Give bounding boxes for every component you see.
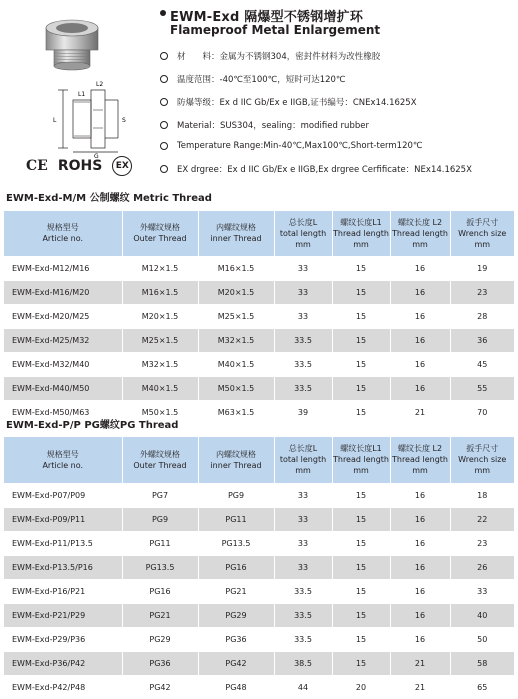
table-cell: 16: [390, 555, 450, 579]
column-header-line: 规格型号: [46, 223, 79, 233]
column-header: [450, 211, 514, 256]
table-cell: EWM-Exd-P11/P13.5: [4, 531, 122, 555]
table-cell: M40×1.5: [198, 352, 274, 376]
table-cell: PG36: [122, 651, 198, 675]
table-cell: 58: [450, 651, 514, 675]
column-header-line: 螺纹长度 L2: [397, 444, 443, 454]
table-cell: M16×1.5: [198, 256, 274, 280]
column-header-line: mm: [353, 466, 369, 476]
table-cell: 21: [390, 651, 450, 675]
certification-marks: [26, 156, 132, 176]
spec-line: EX drgree：Ex d IIC Gb/Ex e IIGB,Ex drgree Cerfificate：NEx14.1625X: [160, 163, 472, 175]
column-header: [332, 437, 390, 483]
column-header-line: inner Thread: [210, 234, 262, 244]
table-cell: 16: [390, 579, 450, 603]
column-header: [274, 211, 332, 256]
column-header: [450, 437, 514, 483]
table-cell: M32×1.5: [122, 352, 198, 376]
column-header-line: mm: [295, 466, 311, 476]
table-cell: M12×1.5: [122, 256, 198, 280]
table-cell: M20×1.5: [122, 304, 198, 328]
table-cell: 15: [332, 256, 390, 280]
table-cell: 16: [390, 483, 450, 507]
column-header: [390, 211, 450, 256]
table-row: [4, 507, 514, 531]
pg-thread-table: [4, 437, 514, 699]
table-cell: 39: [274, 400, 332, 424]
column-header-line: 外螺纹规格: [140, 223, 180, 233]
table-cell: 23: [450, 531, 514, 555]
table-cell: PG16: [198, 555, 274, 579]
table-cell: PG48: [198, 675, 274, 699]
table-cell: 33: [274, 483, 332, 507]
column-header-line: mm: [474, 239, 491, 249]
column-header: [122, 211, 198, 256]
table-row: [4, 304, 514, 328]
dim-s: S: [122, 117, 126, 124]
column-header-line: 内螺纹规格: [216, 223, 256, 233]
table-cell: 20: [332, 675, 390, 699]
column-header-line: 螺纹长度 L2: [397, 217, 443, 227]
table-cell: M32×1.5: [198, 328, 274, 352]
table-cell: 16: [390, 304, 450, 328]
table-cell: 38.5: [274, 651, 332, 675]
table-cell: 55: [450, 376, 514, 400]
table-row: [4, 675, 514, 699]
table-cell: 15: [332, 400, 390, 424]
table-row: [4, 352, 514, 376]
table-cell: 15: [332, 304, 390, 328]
column-header-line: 外螺纹规格: [140, 449, 180, 459]
table-cell: EWM-Exd-P07/P09: [4, 483, 122, 507]
table-cell: 15: [332, 579, 390, 603]
column-header-line: 总长度L: [288, 444, 318, 454]
table-cell: 16: [390, 531, 450, 555]
table-cell: EWM-Exd-P36/P42: [4, 651, 122, 675]
table-cell: 21: [390, 400, 450, 424]
table-cell: 16: [390, 376, 450, 400]
table-row: [4, 603, 514, 627]
column-header-line: Outer Thread: [133, 234, 187, 244]
table-cell: 33: [274, 507, 332, 531]
column-header-line: mm: [412, 466, 428, 476]
table-cell: EWM-Exd-P16/P21: [4, 579, 122, 603]
table-cell: EWM-Exd-M16/M20: [4, 280, 122, 304]
column-header-line: 内螺纹规格: [216, 449, 256, 459]
table-cell: 22: [450, 507, 514, 531]
bullet-icon: [160, 121, 168, 129]
column-header: [122, 437, 198, 483]
table-cell: 16: [390, 627, 450, 651]
table-row: [4, 555, 514, 579]
metric-section-title: EWM-Exd-M/M 公制螺纹 Metric Thread: [6, 193, 212, 204]
spec-line: Material：SUS304，sealing：modified rubber: [160, 119, 369, 131]
product-photo: [38, 6, 106, 72]
column-header-line: mm: [295, 239, 311, 249]
table-cell: 33: [274, 256, 332, 280]
table-cell: PG36: [198, 627, 274, 651]
table-cell: 33.5: [274, 579, 332, 603]
table-cell: 33: [274, 555, 332, 579]
column-header-line: mm: [353, 239, 369, 249]
table-cell: EWM-Exd-M32/M40: [4, 352, 122, 376]
table-cell: M40×1.5: [122, 376, 198, 400]
rohs-mark: ROHS: [57, 158, 103, 174]
table-cell: PG9: [122, 507, 198, 531]
table-cell: 15: [332, 280, 390, 304]
table-cell: 18: [450, 483, 514, 507]
table-cell: 19: [450, 256, 514, 280]
column-header-line: 总长度L: [288, 217, 318, 227]
table-cell: 33.5: [274, 376, 332, 400]
table-row: [4, 483, 514, 507]
table-cell: 15: [332, 507, 390, 531]
table-cell: 33.5: [274, 603, 332, 627]
product-title-en: Flameproof Metal Enlargement: [170, 23, 381, 37]
table-cell: EWM-Exd-M12/M16: [4, 256, 122, 280]
table-cell: PG16: [122, 579, 198, 603]
table-cell: 16: [390, 256, 450, 280]
column-header-line: 规格型号: [46, 449, 79, 459]
technical-drawing: [38, 80, 148, 158]
spec-line: Temperature Range:Min-40℃,Max100℃,Short-term120℃: [160, 141, 422, 151]
table-row: [4, 280, 514, 304]
column-header-line: 扳手尺寸: [466, 217, 499, 227]
column-header-line: mm: [474, 466, 491, 476]
table-cell: PG7: [122, 483, 198, 507]
column-header-line: Article no.: [42, 460, 84, 470]
table-cell: PG42: [198, 651, 274, 675]
table-cell: PG21: [198, 579, 274, 603]
column-header-line: 扳手尺寸: [466, 444, 499, 454]
bullet-icon: [160, 75, 168, 83]
table-cell: PG11: [122, 531, 198, 555]
column-header: [4, 211, 122, 256]
column-header-line: Thread length: [391, 228, 448, 238]
column-header-line: total length: [279, 228, 327, 238]
table-cell: 33: [274, 304, 332, 328]
table-cell: 16: [390, 507, 450, 531]
table-cell: 15: [332, 352, 390, 376]
column-header: [198, 437, 274, 483]
table-cell: 15: [332, 483, 390, 507]
table-cell: 33.5: [274, 352, 332, 376]
table-cell: 45: [450, 352, 514, 376]
product-title-cn: EWM-Exd 隔爆型不锈钢增扩环: [170, 10, 364, 25]
table-row: [4, 579, 514, 603]
table-cell: PG13.5: [198, 531, 274, 555]
table-cell: EWM-Exd-P21/P29: [4, 603, 122, 627]
table-cell: EWM-Exd-M25/M32: [4, 328, 122, 352]
metric-thread-table: [4, 211, 514, 424]
column-header-line: Thread length: [332, 228, 389, 238]
dim-g: G: [94, 153, 99, 158]
table-cell: 16: [390, 328, 450, 352]
column-header-line: Wrench size: [458, 455, 507, 465]
spec-line: 温度范围：-40℃至100℃，短时可达120℃: [160, 73, 345, 85]
table-cell: 33: [450, 579, 514, 603]
table-cell: EWM-Exd-M20/M25: [4, 304, 122, 328]
table-cell: 33: [274, 531, 332, 555]
dim-l: L: [53, 117, 57, 124]
table-cell: 15: [332, 555, 390, 579]
table-cell: 21: [390, 675, 450, 699]
column-header-line: inner Thread: [210, 460, 262, 470]
column-header-line: total length: [279, 455, 327, 465]
table-cell: EWM-Exd-P09/P11: [4, 507, 122, 531]
dim-l1: L1: [78, 91, 86, 98]
ce-mark: CE: [26, 158, 48, 174]
table-cell: 15: [332, 531, 390, 555]
table-cell: M25×1.5: [122, 328, 198, 352]
table-cell: PG29: [122, 627, 198, 651]
column-header: [274, 437, 332, 483]
table-cell: EWM-Exd-P42/P48: [4, 675, 122, 699]
column-header-line: Thread length: [332, 455, 389, 465]
title-bullet: [160, 10, 166, 16]
column-header: [390, 437, 450, 483]
table-cell: M25×1.5: [198, 304, 274, 328]
table-cell: 65: [450, 675, 514, 699]
table-cell: 15: [332, 603, 390, 627]
table-cell: EWM-Exd-P29/P36: [4, 627, 122, 651]
table-row: [4, 627, 514, 651]
table-cell: 16: [390, 603, 450, 627]
table-cell: PG11: [198, 507, 274, 531]
table-cell: 70: [450, 400, 514, 424]
table-cell: M50×1.5: [198, 376, 274, 400]
column-header: [198, 211, 274, 256]
table-cell: PG9: [198, 483, 274, 507]
bullet-icon: [160, 142, 168, 150]
bullet-icon: [160, 98, 168, 106]
table-cell: 16: [390, 352, 450, 376]
table-cell: 50: [450, 627, 514, 651]
table-row: [4, 376, 514, 400]
table-cell: 33.5: [274, 627, 332, 651]
column-header-line: 螺纹长度L1: [340, 217, 382, 227]
column-header-line: mm: [412, 239, 428, 249]
pg-section-title: EWM-Exd-P/P PG螺纹PG Thread: [6, 420, 179, 431]
table-cell: M16×1.5: [122, 280, 198, 304]
column-header-line: 螺纹长度L1: [340, 444, 382, 454]
table-cell: 36: [450, 328, 514, 352]
column-header: [4, 437, 122, 483]
table-row: [4, 256, 514, 280]
table-cell: EWM-Exd-M40/M50: [4, 376, 122, 400]
table-cell: 15: [332, 627, 390, 651]
table-cell: M20×1.5: [198, 280, 274, 304]
column-header-line: Thread length: [391, 455, 448, 465]
table-cell: 33: [274, 280, 332, 304]
table-cell: PG42: [122, 675, 198, 699]
column-header: [332, 211, 390, 256]
table-cell: 40: [450, 603, 514, 627]
table-row: [4, 328, 514, 352]
table-cell: 28: [450, 304, 514, 328]
spec-line: 防爆等级：Ex d IIC Gb/Ex e IIGB,证书编号：CNEx14.1625X: [160, 96, 417, 108]
table-cell: 33.5: [274, 328, 332, 352]
table-cell: 23: [450, 280, 514, 304]
dim-l2: L2: [96, 81, 104, 88]
column-header-line: Outer Thread: [133, 460, 187, 470]
table-cell: 26: [450, 555, 514, 579]
column-header-line: Wrench size: [458, 228, 507, 238]
table-cell: 16: [390, 280, 450, 304]
table-cell: M63×1.5: [198, 400, 274, 424]
table-cell: EWM-Exd-M50/M63: [4, 400, 122, 424]
table-cell: 15: [332, 651, 390, 675]
bullet-icon: [160, 52, 168, 60]
table-row: [4, 531, 514, 555]
column-header-line: Article no.: [42, 234, 84, 244]
table-cell: PG29: [198, 603, 274, 627]
table-cell: PG21: [122, 603, 198, 627]
ex-mark: EX: [112, 156, 132, 176]
table-cell: 15: [332, 376, 390, 400]
spec-line: 材 料：金属为不锈钢304，密封件材料为改性橡胶: [160, 50, 380, 62]
table-cell: M50×1.5: [122, 400, 198, 424]
table-cell: 44: [274, 675, 332, 699]
table-cell: EWM-Exd-P13.5/P16: [4, 555, 122, 579]
table-cell: 15: [332, 328, 390, 352]
table-row: [4, 651, 514, 675]
table-cell: PG13.5: [122, 555, 198, 579]
bullet-icon: [160, 165, 168, 173]
